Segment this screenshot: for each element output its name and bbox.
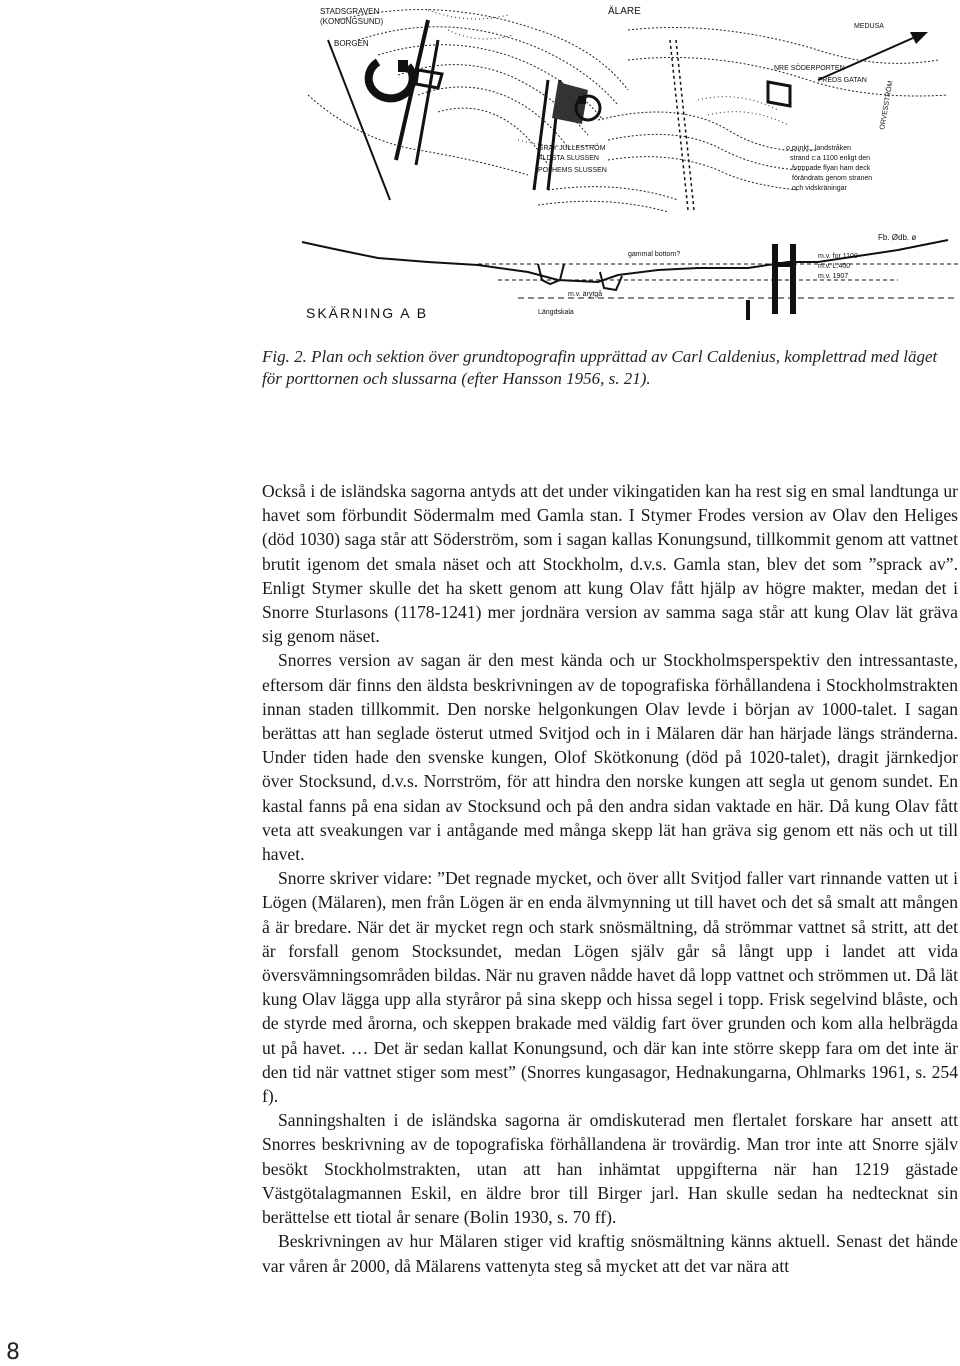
label-stadsgraven: STADSGRAVEN [320, 7, 380, 16]
paragraph-3: Snorre skriver vidare: ”Det regnade mycket, och över allt Svitjod faller vart rinnande vatten ut i Lögen (Mälaren), men från Lögen är en enda älvmynning ut till havet och det så smalt att mången å är bredare. När det är mycket regn och stark snösmältning, då strömmar vattnet så stritt, att det är forsfall genom Stocksundet, medan Lögen själv går så långt upp i landet att vida översvämningsområden bildas. När nu graven nådde havet då lopp vattnet och strömmen ut. Då lät kung Olav lägga upp alla styråror på sina skepp och hissa segel i topp. Frisk segelvind blåste, och de styrde med årorna, och skeppen brakade med väldig fart över grunden och kom alla helbrägda ut på havet. … Det är sedan kallat Konungsund, och där kan inte större skepp fara om det inte är den tid när vattnet stiger som mest” (Snorres kungasagor, Hednakungarna, Ohlmarks 1961, s. 254 f). [262, 868, 958, 1107]
paragraph-4: Sanningshalten i de isländska sagorna är omdiskuterad men flertalet forskare har ansett att Snorres beskrivning av de topografiska förhållandena är trovärdig. Man tror inte att Snorre själv besökt Stockholmstrakten, utan att han inhämtat uppgifterna när han 1219 gästade Västgötalagmannen Eskil, en äldre bror till Birger jarl. Han skulle sedan ha nedtecknat sin berättelse ett tiotal år senare (Bolin 1930, s. 70 ff). [262, 1110, 958, 1228]
map-note-line-4: förändrats genom stranen [792, 175, 873, 182]
map-labels [320, 5, 895, 192]
label-aldsta-slussen: ÄLDSTA SLUSSEN [538, 155, 599, 162]
label-konungsund: (KONUNGSUND) [320, 17, 384, 26]
label-nre-soderporten: NRE SÖDERPORTEN [774, 65, 845, 72]
paragraph-2: Snorres version av sagan är den mest kända och ur Stockholmsperspektiv den intressantaste, eftersom där finns den äldsta beskrivningen av de topografiska förhållandena i Stockholmstrakten innan staden tillkommit. Den norske helgonkungen Olav levde i början av 1000-talet. I sagan berättas att han seglade österut utmed Svitjod och in i Mälaren där han härjade längs stränderna. Under tiden hade den svenske kungen, Olof Skötkonung (död på 1020-talet), dragit järnkedjor över Stocksund, d.v.s. Norrström, för att hindra den norske kungen att segla ut genom sundet. En kastal fanns på ena sidan av Stocksund och på den andra sidan vaktade en här. Då kung Olav fått veta att sveakungen var i antågande med många skepp lät han gräva sig genom ett näs och ut till havet. [262, 650, 958, 865]
label-gray-juliestrom: GRAY JULLESTRÖM [538, 145, 606, 152]
label-fredsgatan: FREDS GATAN [818, 77, 867, 84]
label-polhems-slussen: POLHEMS SLUSSEN [538, 167, 607, 174]
figure-caption: Fig. 2. Plan och sektion över grundtopografin upprättad av Carl Caldenius, komplettrad med läget för porttornen och slussarna (efter Hansson 1956, s. 21). [262, 347, 938, 388]
label-alarea: ÄLARE [608, 6, 641, 17]
page-number: 8 [6, 1340, 20, 1365]
paragraph-1: Också i de isländska sagorna antyds att det under vikingatiden kan ha rest sig en smal landtunga ur havet som förbundit Södermalm med Gamla stan. I Stymer Frodes version av Olav den Heliges (död 1030) saga står att Söderström, som i sagan kallas Konungsund, tillkommit genom att vattnet brutit igenom det smala näset och att Stockholm, d.v.s. Gamla stan, blev det som ”sprack av”. Enligt Stymer skulle det ha skett genom att kung Olav fått hjälp av högre makter, medan det i Snorre Sturlasons (1178-1241) mer jordnära version av samma saga står att kung Olav lät gräva sig genom näset. [262, 481, 958, 647]
paragraph-5: Beskrivningen av hur Mälaren stiger vid kraftig snösmältning känns aktuell. Senast det hände var våren år 2000, då Mälarens vattenyta steg så mycket att det var nära att [262, 1231, 958, 1276]
north-arrow [818, 32, 928, 80]
channel-lines [328, 20, 694, 210]
label-borgen: BORGEN [334, 39, 369, 48]
section-label-laengd: Längdskala [538, 309, 574, 316]
section-label-forre: gammal bottom? [628, 251, 681, 258]
section-label-mv: m.v. for 1100 [818, 253, 858, 260]
article-body [262, 479, 958, 1278]
map-note-line-5: och vidskräningar [792, 185, 847, 192]
section-label-fb: Fb. Ødb. ø [878, 233, 917, 242]
label-orvesstrom: ORVESSTRÖM [879, 80, 895, 131]
map-note-line-3: fvrmoade flyan ham deck [792, 165, 871, 172]
section-label-low: m.v. 1907 [818, 273, 849, 280]
topographic-map-figure [298, 0, 960, 330]
section-towers [746, 244, 796, 320]
section-label-ny-v: m.v. L.400 [818, 263, 851, 270]
map-note-line-1: o punkt...landstråken [786, 145, 851, 152]
section-label-stryge: m.v. ärytgå [568, 291, 603, 298]
figure-map-and-section [298, 0, 960, 330]
section-profile [302, 240, 958, 298]
section-title: SKÄRNING A B [306, 305, 429, 321]
label-medusa: MEDUSA [854, 23, 884, 30]
map-note-line-2: strand c:a 1100 enligt den [790, 155, 871, 162]
